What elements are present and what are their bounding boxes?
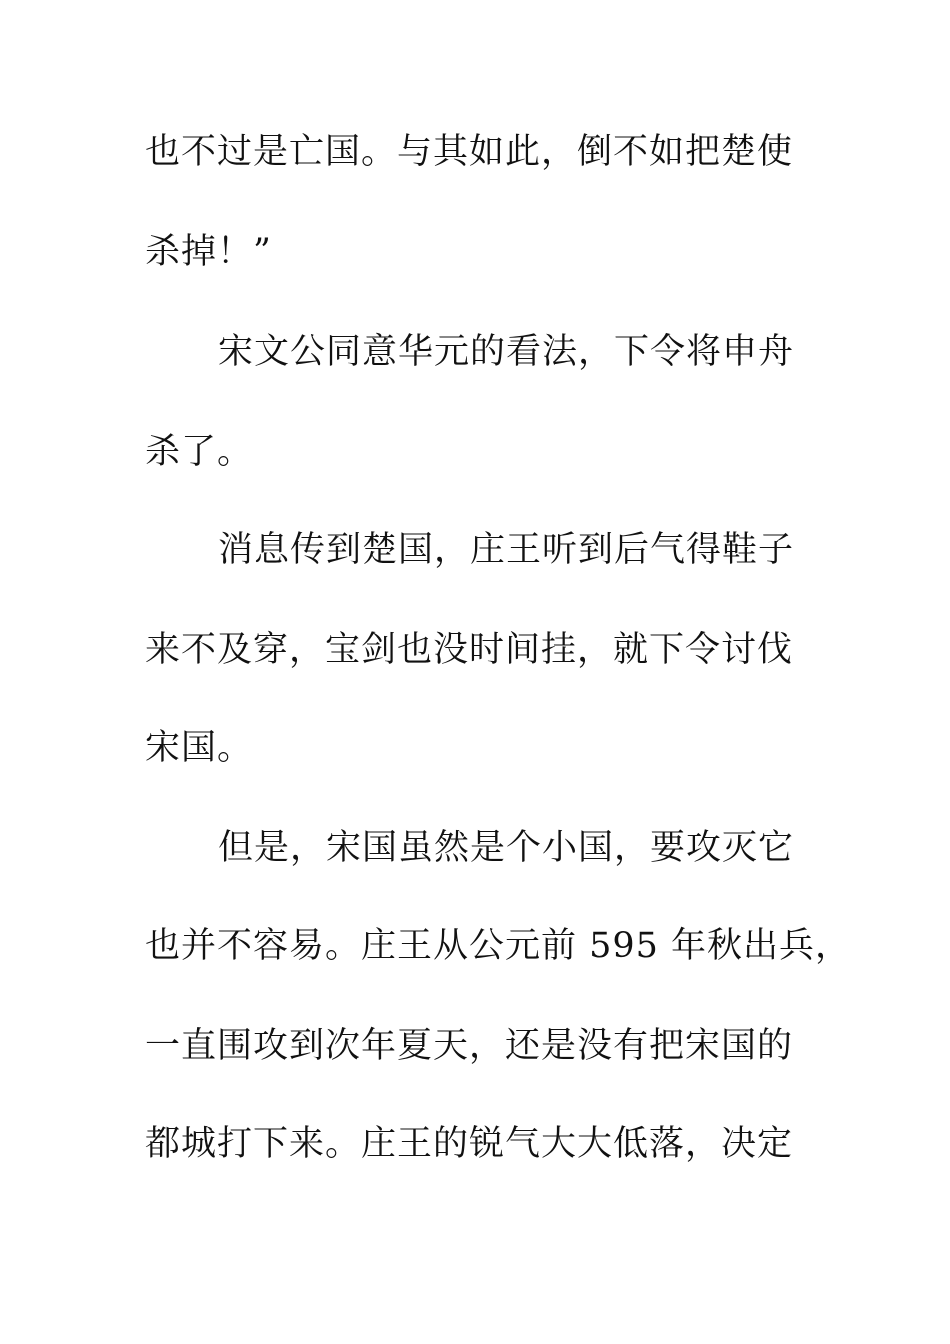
text-line: 杀掉！”: [145, 232, 272, 272]
text-line: 也并不容易。庄王从公元前 595 年秋出兵，: [145, 926, 852, 966]
text-line: 都城打下来。庄王的锐气大大低落，决定: [145, 1124, 794, 1164]
text-line: 也不过是亡国。与其如此，倒不如把楚使: [145, 132, 794, 172]
text-line: 来不及穿，宝剑也没时间挂，就下令讨伐: [145, 630, 794, 670]
paragraph-start-line: 但是，宋国虽然是个小国，要攻灭它: [218, 828, 795, 868]
text-line: 宋国。: [145, 728, 254, 768]
paragraph-start-line: 消息传到楚国，庄王听到后气得鞋子: [218, 530, 795, 570]
paragraph-start-line: 宋文公同意华元的看法，下令将申舟: [218, 332, 795, 372]
text-line: 杀了。: [145, 432, 254, 472]
text-line: 一直围攻到次年夏天，还是没有把宋国的: [145, 1026, 794, 1066]
